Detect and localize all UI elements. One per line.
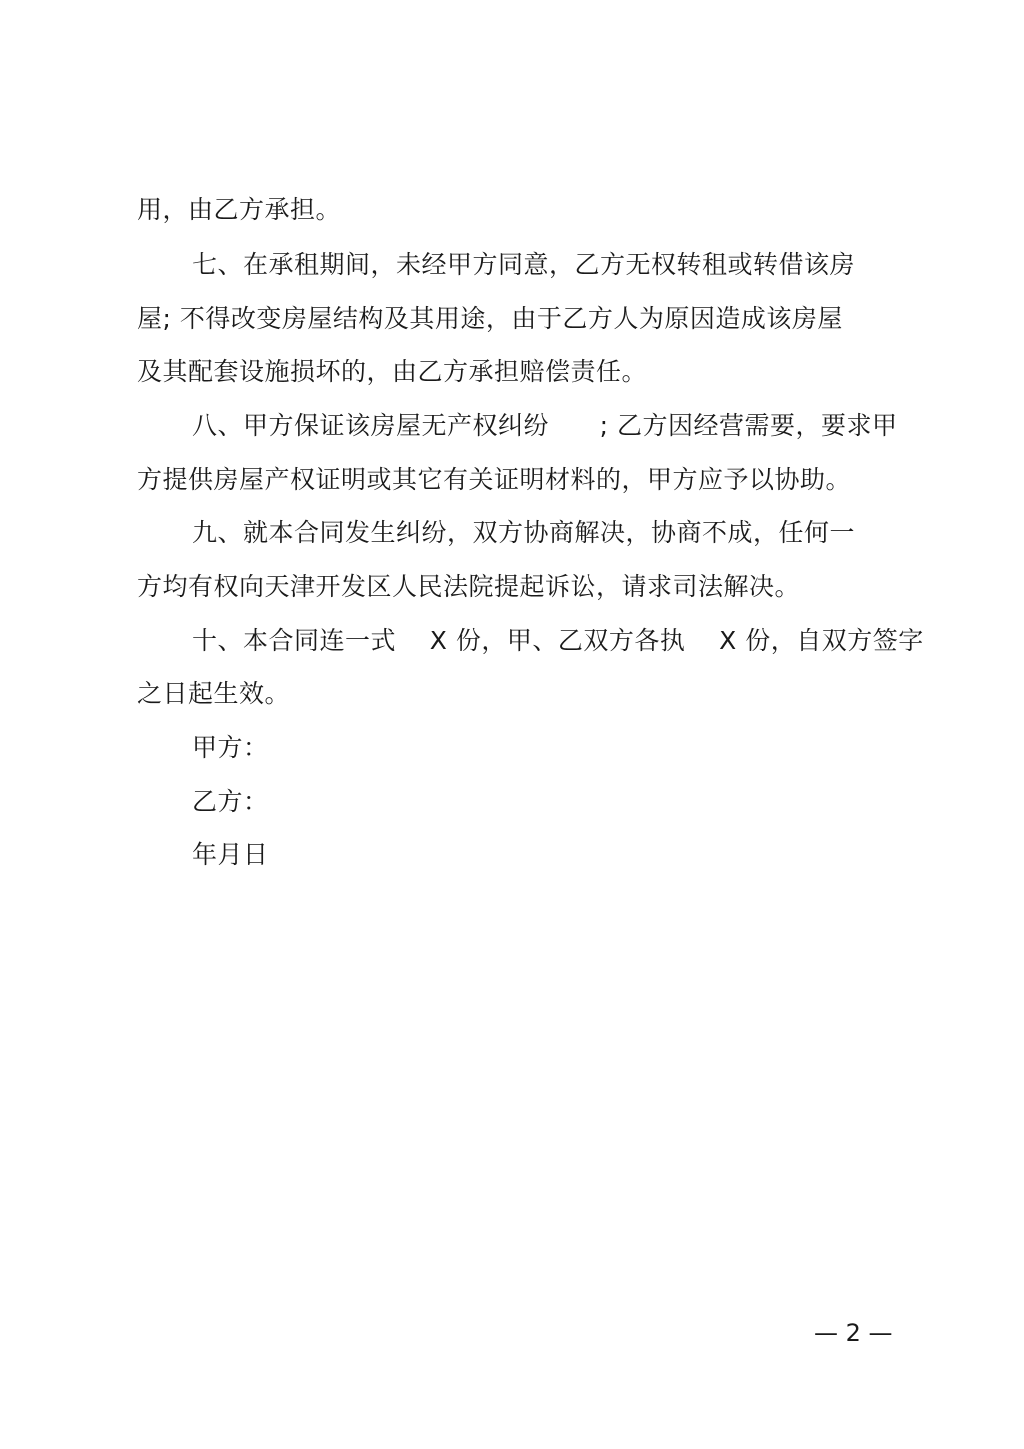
page-number: — 2 — <box>814 1319 893 1347</box>
party-a-signature-line: 甲方： <box>192 733 269 762</box>
paragraph-line-8: 方均有权向天津开发区人民法院提起诉讼，请求司法解决。 <box>137 572 801 601</box>
party-b-signature-line: 乙方： <box>192 787 269 816</box>
paragraph-line-1: 用，由乙方承担。 <box>137 195 342 224</box>
paragraph-line-9: 十、本合同连一式 X 份，甲、乙双方各执 X 份，自双方签字 <box>192 626 924 655</box>
paragraph-line-4: 及其配套设施损坏的，由乙方承担赔偿责任。 <box>137 357 648 386</box>
paragraph-line-6: 方提供房屋产权证明或其它有关证明材料的，甲方应予以协助。 <box>137 465 852 494</box>
paragraph-line-5: 八、甲方保证该房屋无产权纠纷 ; 乙方因经营需要，要求甲 <box>192 411 898 440</box>
paragraph-line-7: 九、就本合同发生纠纷，双方协商解决，协商不成，任何一 <box>192 518 856 547</box>
paragraph-line-3: 屋; 不得改变房屋结构及其用途，由于乙方人为原因造成该房屋 <box>137 304 843 333</box>
paragraph-line-10: 之日起生效。 <box>137 679 291 708</box>
date-line: 年月日 <box>192 840 269 869</box>
paragraph-line-2: 七、在承租期间，未经甲方同意，乙方无权转租或转借该房 <box>192 250 856 279</box>
